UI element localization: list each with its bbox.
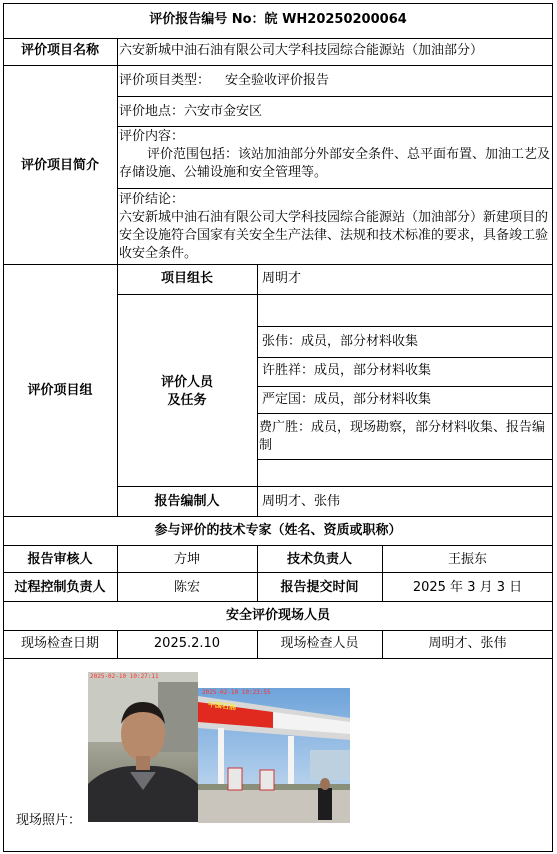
team-label: 评价项目组 [27, 383, 93, 398]
members-label-line2: 及任务 [167, 393, 207, 408]
site-staff-title: 安全评价现场人员 [225, 608, 330, 623]
submit-time-label: 报告提交时间 [280, 580, 359, 595]
project-type-value: 安全验收评价报告 [225, 73, 330, 88]
site-date-label: 现场检查日期 [20, 636, 99, 651]
member-row: 费广胜：成员，现场勘察，部分材料收集、报告编制 [259, 420, 546, 453]
tech-lead-value: 王振东 [447, 552, 487, 567]
writer-label: 报告编制人 [154, 494, 220, 509]
experts-title: 参与评价的技术专家（姓名、资质或职称） [154, 523, 402, 538]
project-name-label: 评价项目名称 [20, 43, 99, 58]
site-staff-label: 现场检查人员 [280, 636, 359, 651]
content-label: 评价内容： [119, 129, 185, 144]
project-type-label: 评价项目类型： [119, 73, 211, 88]
member-row: 严定国：成员，部分材料收集 [262, 392, 432, 407]
portrait-illustration [88, 672, 198, 822]
member-row: 张伟：成员，部分材料收集 [262, 334, 419, 349]
leader-value: 周明才 [262, 271, 302, 286]
conclusion-label: 评价结论： [119, 192, 185, 207]
site-photo-label: 现场照片： [16, 813, 82, 828]
site-date-value: 2025.2.10 [153, 636, 221, 651]
reviewer-value: 方坤 [173, 552, 200, 567]
photo-timestamp: 2025-02-10 10:27:11 [90, 673, 159, 680]
reviewer-label: 报告审核人 [27, 552, 93, 567]
site-photo-station [198, 688, 350, 823]
submit-time-value: 2025 年 3 月 3 日 [412, 580, 523, 595]
member-row: 许胜祥：成员，部分材料收集 [262, 363, 432, 378]
tech-lead-label: 技术负责人 [286, 552, 352, 567]
project-location: 评价地点：六安市金安区 [119, 104, 263, 119]
process-control-value: 陈宏 [173, 580, 200, 595]
intro-label: 评价项目简介 [20, 158, 99, 173]
project-name-value: 六安新城中油石油有限公司大学科技园综合能源站（加油部分） [119, 43, 484, 58]
photo-timestamp: 2025-02-10 10:23:55 [202, 689, 271, 696]
report-number: 评价报告编号 No：皖 WH20250200064 [149, 12, 407, 27]
site-staff-value: 周明才、张伟 [428, 636, 507, 651]
conclusion-text: 六安新城中油石油有限公司大学科技园综合能源站（加油部分）新建项目的安全设施符合国家有关安全生产法律、法规和技术标准的要求，具备竣工验收安全条件。 [119, 210, 549, 261]
site-photo-portrait [88, 672, 198, 822]
process-control-label: 过程控制负责人 [14, 580, 106, 595]
writer-value: 周明才、张伟 [262, 494, 341, 509]
content-text: 评价范围包括：该站加油部分外部安全条件、总平面布置、加油工艺及存储设施、公辅设施和安全管理等。 [119, 147, 551, 180]
members-label-line1: 评价人员 [160, 375, 213, 390]
station-sign-text: 中国石油 [207, 700, 237, 712]
leader-label: 项目组长 [160, 271, 213, 286]
